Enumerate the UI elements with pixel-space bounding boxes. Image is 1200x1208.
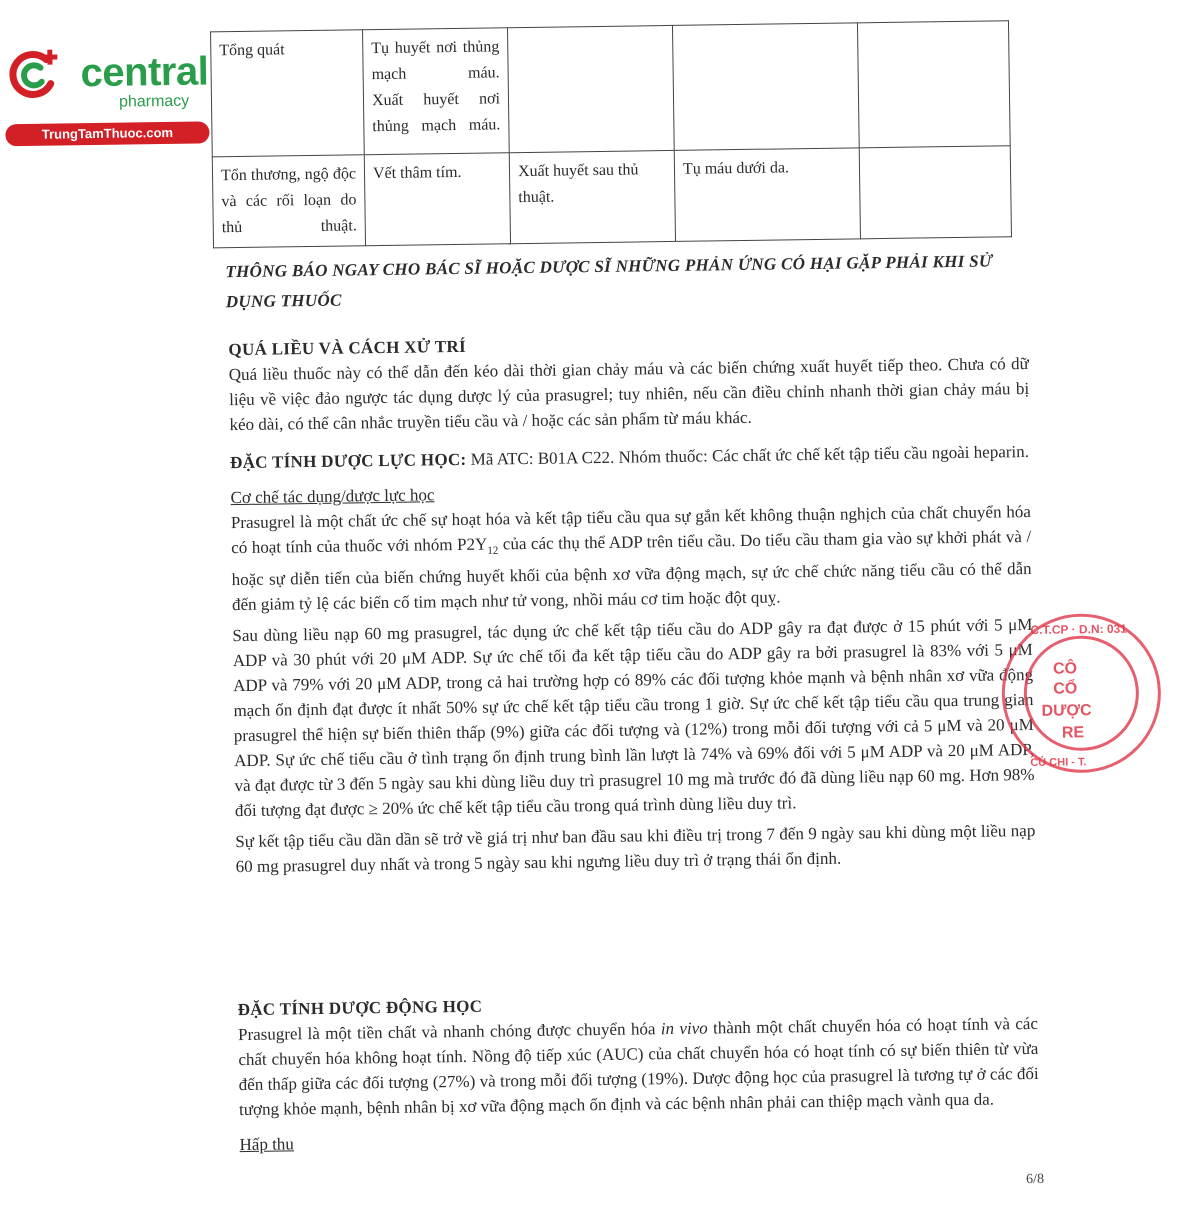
table-cell bbox=[859, 146, 1011, 239]
adverse-reaction-warning: THÔNG BÁO NGAY CHO BÁC SĨ HOẶC DƯỢC SĨ NHỮNG PHẢN ỨNG CÓ HẠI GẶP PHẢI KHI SỬ DỤNG THUỐC bbox=[225, 251, 993, 312]
subsection-heading: Cơ chế tác dụng/dược lực học bbox=[230, 485, 435, 508]
stamp-line-1: CÔ bbox=[1052, 660, 1078, 678]
page-number: 6/8 bbox=[1026, 1171, 1045, 1188]
table-cell: Xuất huyết sau thủ thuật. bbox=[509, 150, 675, 243]
paragraph: Sau dùng liều nạp 60 mg prasugrel, tác dụng ức chế kết tập tiểu cầu do ADP gây ra đạt được ở 15 phút với 5 μM ADP và 30 phút với 20 μM ADP. Sự ức chế tối đa kết tập tiểu cầu do ADP gây ra bởi prasugrel là 83% với 5 μM ADP và 79% với 20 μM ADP, trong cả hai trường hợp có 89% các đối tượng khỏe mạnh và bệnh nhân xơ vữa động mạch ổn định đạt được ít nhất 50% sự ức chế kết tập tiểu cầu trong 1 giờ. Sự ức chế kết tập tiểu cầu qua trung gian prasugrel thể hiện sự biến thiên thấp (9%) giữa các đối tượng và (12%) trong mỗi đối tượng với cả 5 μM và 20 μM ADP. Sự ức chế tiểu cầu ở tình trạng ổn định trung bình lần lượt là 74% và 69% đối với 5 μM ADP và 20 μM ADP, và đạt được từ 3 đến 5 ngày sau khi dùng liều duy trì prasugrel 10 mg mà trước đó đã dùng liều nạp 60 mg. Hơn 98% đối tượng đạt được ≥ 20% ức chế kết tập tiểu cầu trong quá trình dùng liều duy trì. bbox=[232, 615, 1035, 821]
central-pharmacy-logo[interactable] bbox=[0, 43, 211, 146]
company-stamp bbox=[1000, 592, 1200, 795]
table-cell bbox=[211, 30, 365, 157]
table-cell bbox=[857, 21, 1010, 148]
stamp-line-3: DƯỢC bbox=[1041, 702, 1092, 720]
stamp-line-2: CỔ bbox=[1053, 680, 1078, 698]
pharmacodynamics-section bbox=[230, 438, 1036, 880]
paragraph: Prasugrel là một chất ức chế sự hoạt hóa và kết tập tiểu cầu qua sự gắn kết không thuận nghịch của chất chuyển hóa có hoạt tính của thuốc với nhóm $P2Y_{12}$ của các thụ thể ADP trên tiểu cầu. Do tiểu cầu tham gia vào sự khởi phát và / hoặc sự diễn tiến của biến chứng huyết khối của bệnh xơ vữa động mạch, sự ức chế chức năng tiểu cầu có thể dẫn đến giảm tỷ lệ các biến cố tim mạch như tử vong, nhồi máu cơ tim hoặc đột quỵ. bbox=[230, 501, 1032, 615]
section-heading: ĐẶC TÍNH DƯỢC ĐỘNG HỌC bbox=[237, 996, 483, 1020]
atc-intro: Mã ATC: B01A C22. Nhóm thuốc: Các chất ức chế kết tập tiểu cầu ngoài heparin. bbox=[470, 441, 1030, 469]
stamp-line-4: RE bbox=[1061, 724, 1085, 742]
paragraph: Sự kết tập tiểu cầu dần dần sẽ trở về giá trị như ban đầu sau khi điều trị trong 7 đến 9 ngày sau khi dùng một liều nạp 60 mg prasugrel duy nhất và trong 5 ngày sau khi ngưng liều duy trì ở trạng thái ổn định. bbox=[235, 821, 1036, 877]
cell-text: Tụ huyết nơi thủng mạch máu. bbox=[371, 38, 500, 84]
pharmacokinetics-section bbox=[238, 986, 1040, 1157]
cell-text: Tổng quát bbox=[219, 41, 285, 60]
logo-brand-name: central bbox=[80, 49, 209, 96]
subscript: 12 bbox=[487, 544, 499, 557]
subsection-heading: Hấp thu bbox=[239, 1134, 294, 1155]
stamp-bottom-text: CỦ CHI - T. bbox=[1030, 756, 1087, 770]
section-heading: ĐẶC TÍNH DƯỢC LỰC HỌC: bbox=[229, 449, 467, 473]
table-cell: Vết thâm tím. bbox=[364, 153, 510, 246]
adverse-effects-table bbox=[210, 20, 1012, 248]
cell-text: Tổn thương, ngộ độc và các rối loạn do thủ thuật. bbox=[220, 165, 357, 237]
table-cell bbox=[672, 23, 859, 151]
logo-website-link[interactable]: TrungTamThuoc.com bbox=[5, 121, 209, 146]
stamp-outer-text: C.T.CP · D.N: 031 bbox=[1030, 621, 1128, 637]
section-heading: QUÁ LIỀU VÀ CÁCH XỬ TRÍ bbox=[228, 336, 467, 360]
paragraph: Prasugrel là một tiền chất và nhanh chóng được chuyển hóa in vivo thành một chất chuyển hóa có hoạt tính và các chất chuyển hóa không hoạt tính. Nồng độ tiếp xúc (AUC) của chất chuyển hóa có hoạt tính có sự biến thiên từ vừa đến thấp giữa các đối tượng (27%) và trong mỗi đối tượng (19%). Dược động học của prasugrel là tương tự ở các đối tượng khỏe mạnh, bệnh nhân bị xơ vữa động mạch ổn định và các bệnh nhân phải can thiệp mạch vành qua da. bbox=[237, 1013, 1039, 1120]
overdose-section bbox=[228, 326, 1029, 437]
cell-text: Xuất huyết nơi thủng mạch máu. bbox=[371, 90, 501, 136]
table-row bbox=[211, 21, 1011, 157]
table-cell bbox=[508, 25, 675, 152]
central-logo-icon bbox=[6, 50, 59, 103]
table-cell bbox=[212, 155, 365, 248]
paragraph: Quá liều thuốc này có thể dẫn đến kéo dài thời gian chảy máu và các biến chứng xuất huyết tiếp theo. Chưa có dữ liệu về việc đảo ngược tác dụng dược lý của prasugrel; tuy nhiên, nếu cần điều chỉnh nhanh thời gian chảy máu bị kéo dài, có thể cân nhắc truyền tiểu cầu và / hoặc các sản phẩm từ máu khác. bbox=[228, 353, 1030, 435]
paragraph bbox=[230, 438, 1030, 477]
logo-brand-sub: pharmacy bbox=[118, 92, 190, 111]
table-cell: Tụ máu dưới da. bbox=[674, 148, 860, 242]
table-row bbox=[212, 146, 1011, 248]
table-cell bbox=[363, 28, 510, 155]
